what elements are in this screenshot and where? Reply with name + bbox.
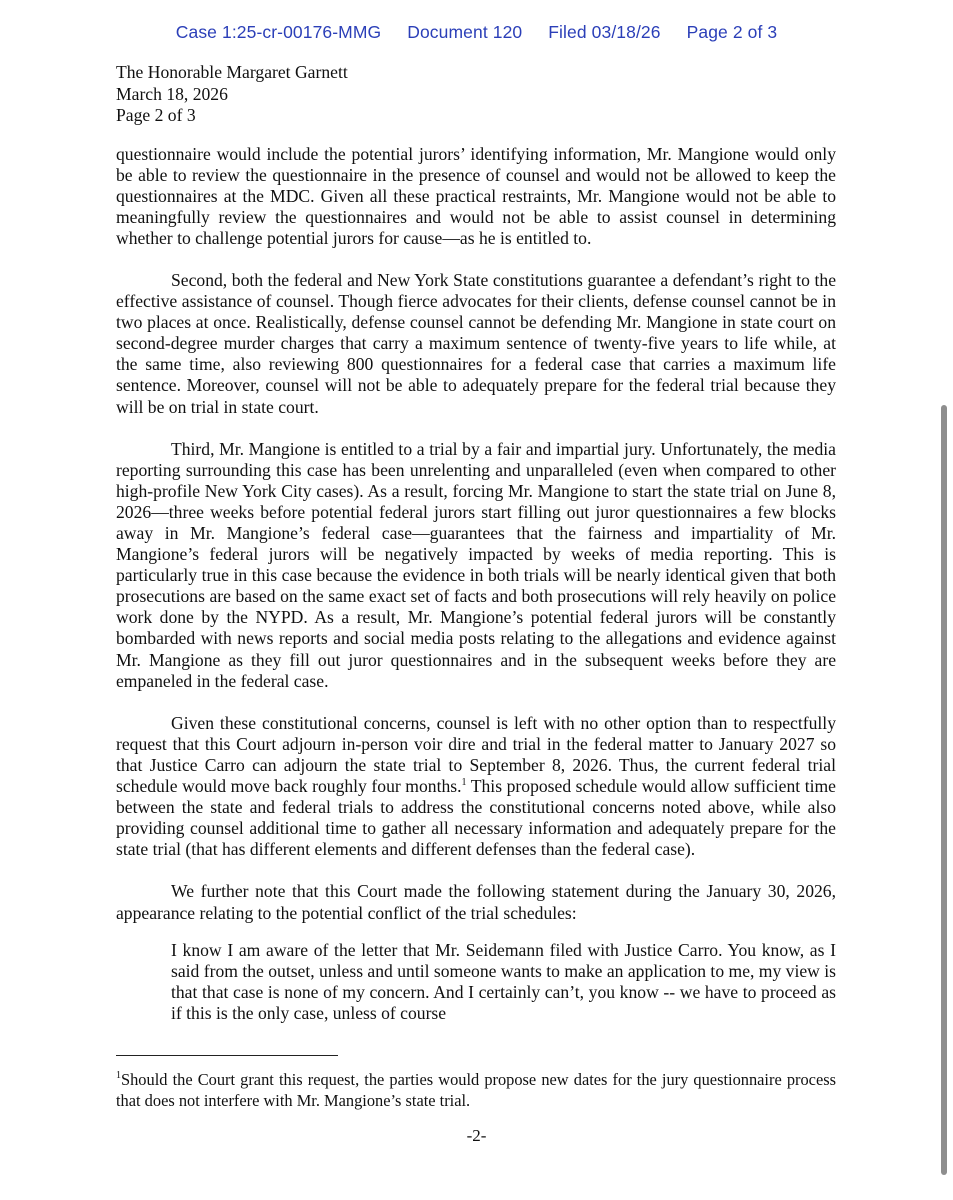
paragraph-adjournment-request <box>116 713 836 861</box>
letter-date: March 18, 2026 <box>116 83 228 104</box>
document-number: Document 120 <box>407 22 523 42</box>
case-number: Case 1:25-cr-00176-MMG <box>175 22 382 42</box>
request-text: Given these constitutional concerns, counsel is left with no other option than to respectfully request that this Court adjourn in-person voir dire and trial in the federal matter to January 2027 so that Justice Carro can adjourn the state trial to September 8, 2026. Thus, the current federal trial schedule would move back roughly four months. <box>116 712 836 797</box>
ecf-page-count: Page 2 of 3 <box>686 22 778 42</box>
letter-page: Page 2 of 3 <box>116 105 196 125</box>
request-text-continued: This proposed schedule would allow sufficient time between the state and federal trials to address the constitutional concerns noted above, while also providing counsel additional time to gather all necessary information and adequately prepare for the state trial (that has different elements and different defenses than the federal case). <box>116 776 836 860</box>
footnote-mark: 1 <box>116 1070 121 1081</box>
paragraph-effective-assistance: Second, both the federal and New York State constitutions guarantee a defendant’s right to the effective assistance of counsel. Though fierce advocates for their clients, defense counsel cannot be in two places at once. Realistically, defense counsel cannot be defending Mr. Mangione in state court on second-degree murder charges that carry a maximum sentence of twenty-five years to life while, at the same time, also reviewing 800 questionnaires for a federal case that carries a maximum life sentence. Moreover, counsel will not be able to adequately prepare for the federal trial because they will be on trial in state court. <box>116 269 836 417</box>
footnote-divider <box>116 1055 338 1056</box>
scrollbar[interactable] <box>941 405 947 1175</box>
paragraph-court-statement: We further note that this Court made the following statement during the January 30, 2026, appearance relating to the potential conflict of the trial schedules: <box>116 881 836 923</box>
filed-date: Filed 03/18/26 <box>548 22 661 42</box>
paragraph-continued: questionnaire would include the potential jurors’ identifying information, Mr. Mangione would only be able to review the questionnaire in the presence of counsel and would not be allowed to keep the questionnaires at the MDC. Given all these practical restraints, Mr. Mangione would not be able to meaningfully review the questionnaires and would not be able to assist counsel in determining whether to challenge potential jurors for cause—as he is entitled to. <box>116 143 836 248</box>
footnote-text: Should the Court grant this request, the parties would propose new dates for the jury questionnaire process that does not interfere with Mr. Mangione’s state trial. <box>116 1070 836 1110</box>
page-number: -2- <box>466 1126 487 1145</box>
footnote <box>116 1070 836 1111</box>
ecf-filing-header <box>0 22 953 43</box>
paragraph-impartial-jury: Third, Mr. Mangione is entitled to a trial by a fair and impartial jury. Unfortunately, the media reporting surrounding this case has been unrelenting and unparalleled (even when compared to other high-profile New York City cases). As a result, forcing Mr. Mangione to start the state trial on June 8, 2026—three weeks before potential federal jurors start filling out juror questionnaires a few blocks away in Mr. Mangione’s federal case—guarantees that the fairness and impartiality of Mr. Mangione’s federal jurors will be negatively impacted by weeks of media reporting. This is particularly true in this case because the evidence in both trials will be nearly identical given that both prosecutions are based on the same exact set of facts and both prosecutions will rely heavily on police work done by the NYPD. As a result, Mr. Mangione’s potential federal jurors will be constantly bombarded with news reports and social media posts relating to the allegations and evidence against Mr. Mangione as they fill out juror questionnaires and in the subsequent weeks before they are empaneled in the federal case. <box>116 438 836 691</box>
letter-body <box>116 62 836 1024</box>
letter-header <box>116 62 836 127</box>
addressee: The Honorable Margaret Garnett <box>116 62 348 82</box>
block-quote: I know I am aware of the letter that Mr. Seidemann filed with Justice Carro. You know, as I said from the outset, unless and until someone wants to make an application to me, my view is that that case is none of my concern. And I certainly can’t, you know -- we have to proceed as if this is the only case, unless of course <box>171 939 837 1023</box>
footnote-reference: 1 <box>461 777 467 789</box>
